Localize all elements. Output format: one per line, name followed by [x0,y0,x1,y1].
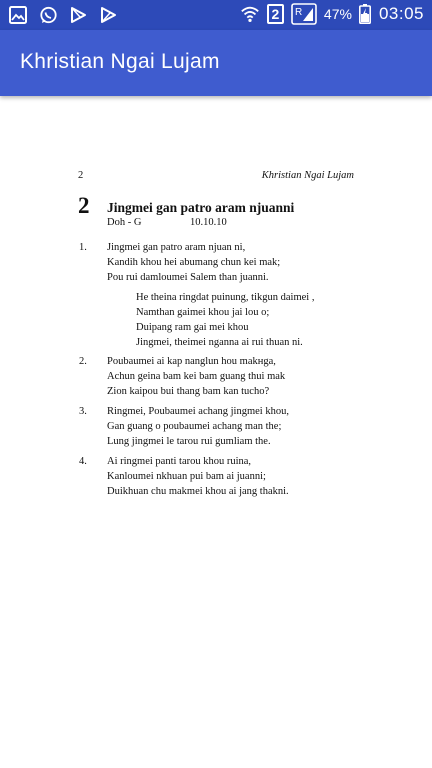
wifi-icon [240,4,260,24]
verse-number: 4. [79,456,87,467]
hymn-key: Doh - G [107,217,142,228]
verse-line: Gan guang o poubaumei achang man the; [107,421,282,432]
verse-line: Ai ringmei panti tarou khou ruina, [107,456,252,467]
notification-icons [8,5,118,25]
clock: 03:05 [378,4,424,23]
verse-line: Achun geina bam kei bam guang thui mak [107,371,286,382]
battery-percent: 47% [323,6,352,22]
verse-line: Lung jingmei le tarou rui gumliam the. [107,436,271,447]
chorus-line: Jingmei, theimei nganna ai rui thuan ni. [136,337,303,348]
whatsapp-icon [38,5,58,25]
running-head: Khristian Ngai Lujam [261,170,354,181]
play-store-icon-2 [98,5,118,25]
chorus-line: Namthan gaimei khou jai lou o; [136,307,270,318]
sim-2-icon: 2 [267,4,284,24]
app-bar [0,30,432,96]
verse-number: 1. [79,242,87,253]
chorus-line: Duipang ram gai mei khou [136,322,249,333]
verse-line: Pou rui damloumei Salem than juanni. [107,272,269,283]
system-icons [240,4,424,24]
page-number: 2 [78,170,84,181]
chorus-line: He theina ringdat puinung, tikgun daimei , [136,292,315,303]
hymn-number: 2 [78,193,90,218]
app-title: Khristian Ngai Lujam [20,50,220,73]
verse-line: Poubaumei ai kap nanglun hou makнga, [107,356,276,367]
roaming-letter: R [294,7,303,18]
verse-line: Jingmei gan patro aram njuan ni, [107,242,246,253]
hymn-page[interactable] [0,96,432,768]
verse-line: Zion kaipou bui thang bam kan tucho? [107,386,270,397]
status-bar [0,0,432,30]
verse-number: 3. [79,406,87,417]
verse-line: Duikhuan chu makmei khou ai jang thakni. [107,486,289,497]
roaming-signal-icon [291,4,317,24]
gallery-icon [8,5,28,25]
battery-charging-icon [359,4,372,24]
hymn-meter: 10.10.10 [190,217,227,228]
verse-line: Ringmei, Poubaumei achang jingmei khou, [107,406,289,417]
play-store-icon [68,5,88,25]
verse-number: 2. [79,356,87,367]
verse-line: Kandih khou hei abumang chun kei mak; [107,257,281,268]
hymn-title: Jingmei gan patro aram njuanni [107,200,295,215]
verse-line: Kanloumei nkhuan pui bam ai juanni; [107,471,266,482]
